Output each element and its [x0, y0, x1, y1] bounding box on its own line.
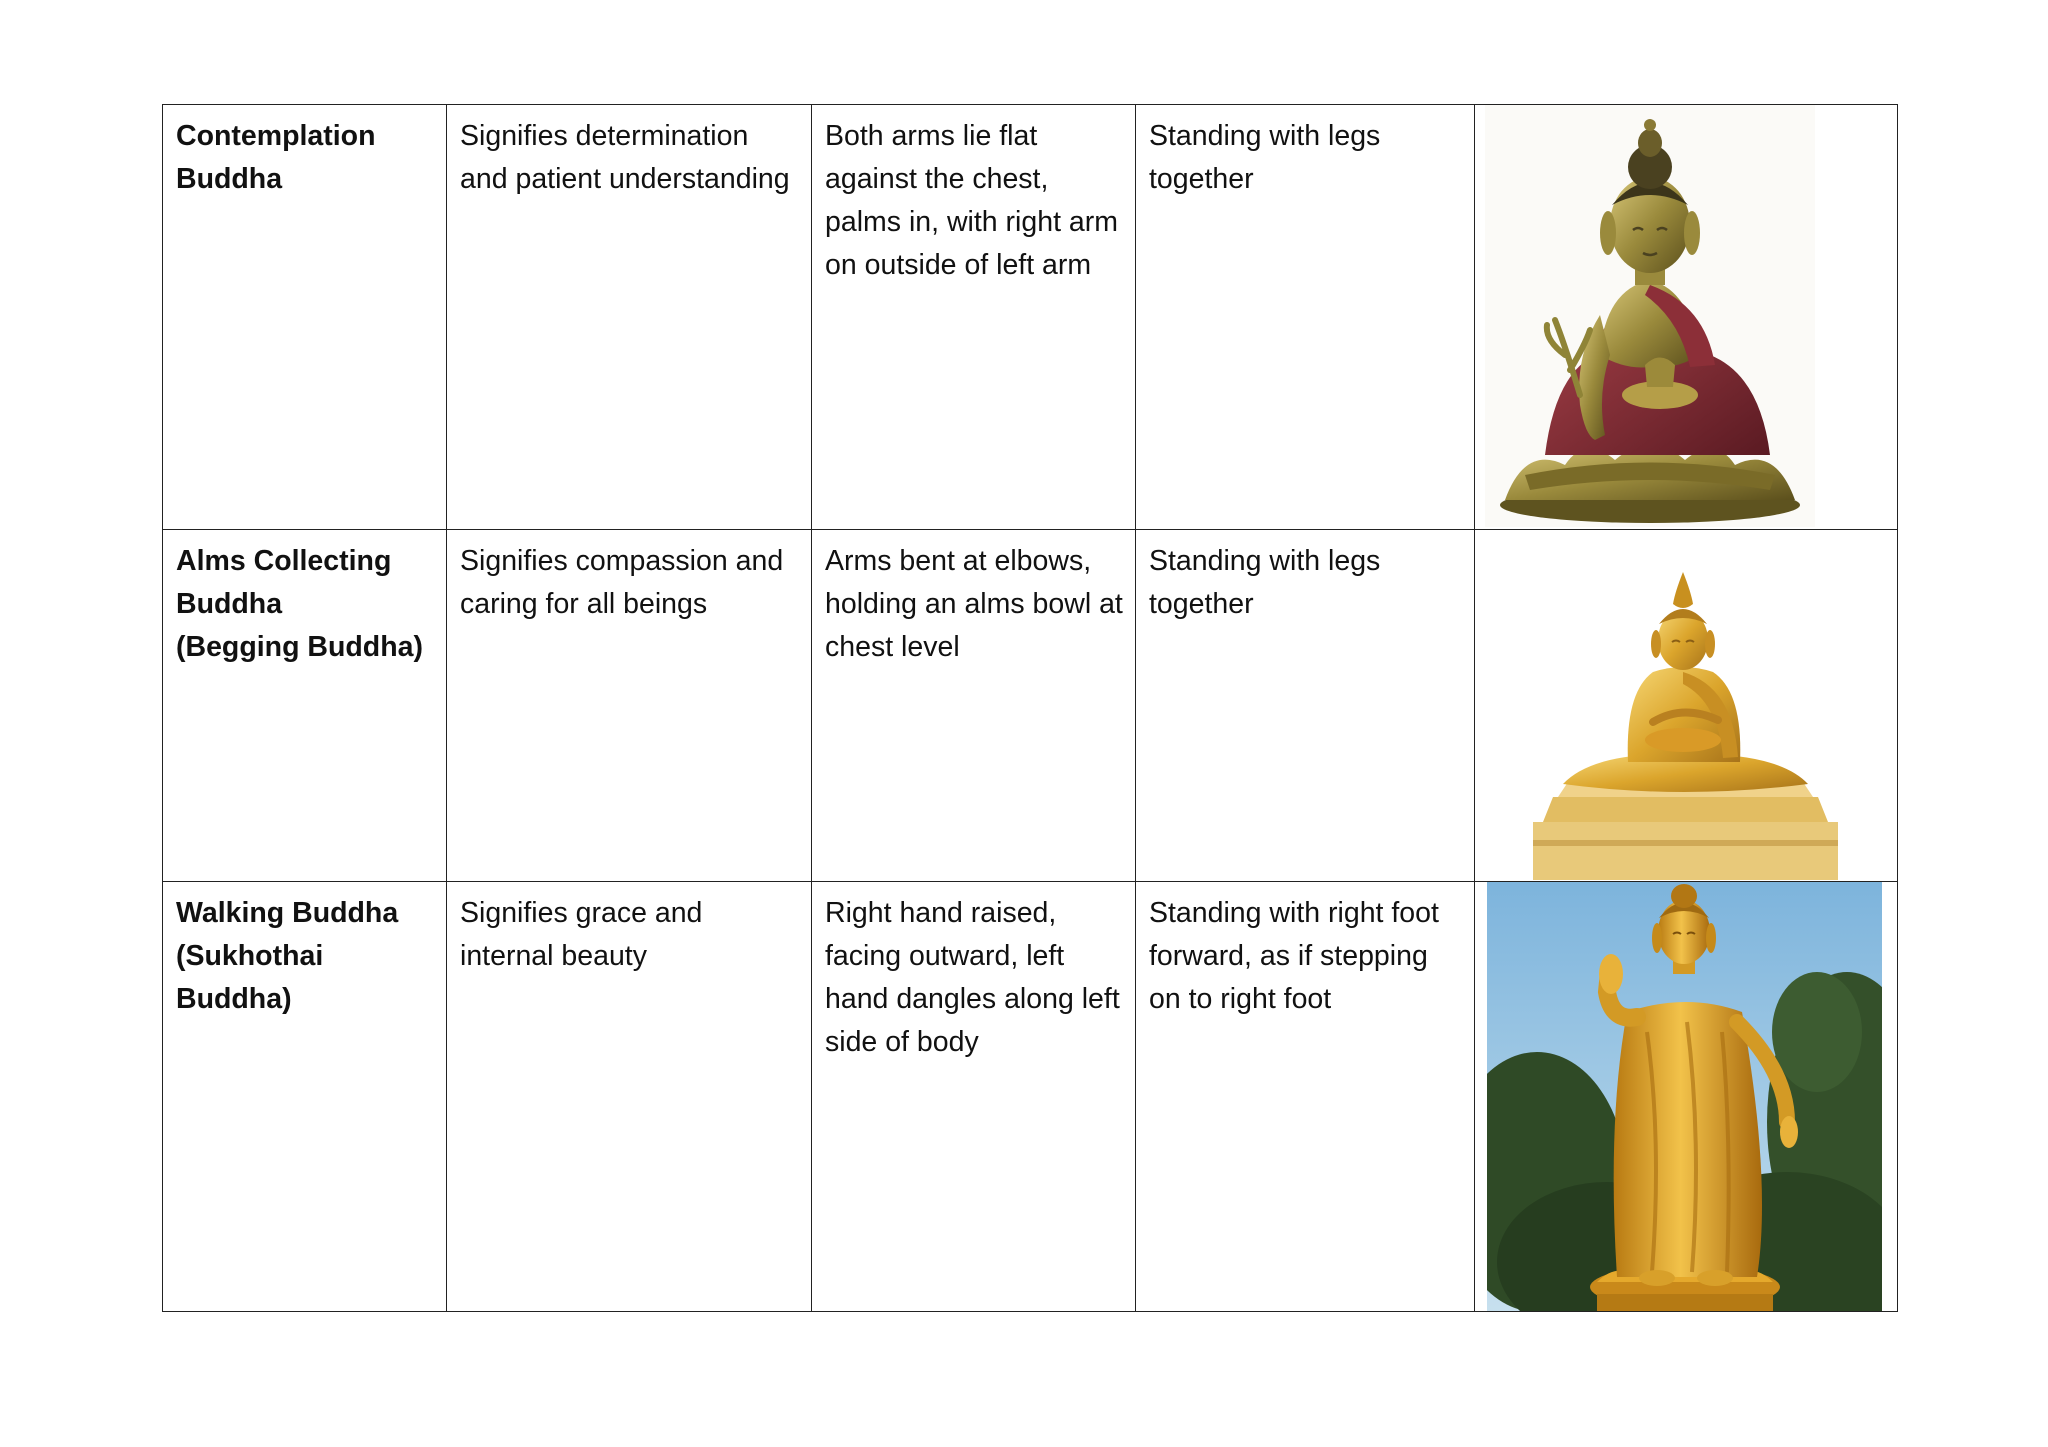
stance-line: Standing with legs [1149, 120, 1381, 152]
arms-cell [812, 882, 1136, 1312]
meaning-line: Signifies determination [460, 120, 749, 152]
statue-image-cell [1475, 882, 1898, 1312]
meaning-line: and patient understanding [460, 163, 790, 195]
arms-line: chest level [825, 631, 960, 663]
stance-line: on to right foot [1149, 983, 1332, 1015]
pose-name-cell [163, 105, 447, 530]
arms-line: hand dangles along left [825, 983, 1120, 1015]
meaning-cell [447, 530, 812, 882]
pose-name-line: (Begging Buddha) [176, 631, 423, 663]
meaning-line: Signifies grace and [460, 897, 703, 929]
standing-golden-buddha-statue-icon [1487, 882, 1882, 1312]
stance-line: forward, as if stepping [1149, 940, 1428, 972]
statue-image-cell [1475, 105, 1898, 530]
pose-name-line: Walking Buddha [176, 897, 399, 929]
arms-line: palms in, with right arm [825, 206, 1119, 238]
arms-line: holding an alms bowl at [825, 588, 1123, 620]
arms-line: Right hand raised, [825, 897, 1057, 929]
table-row [163, 530, 1898, 882]
meaning-line: Signifies compassion and [460, 545, 784, 577]
arms-line: Arms bent at elbows, [825, 545, 1092, 577]
pose-name-cell [163, 882, 447, 1312]
arms-cell [812, 105, 1136, 530]
arms-line: on outside of left arm [825, 249, 1092, 281]
arms-cell [812, 530, 1136, 882]
pose-name-line: (Sukhothai [176, 940, 324, 972]
pose-name-line: Contemplation [176, 120, 376, 152]
seated-golden-buddha-statue-icon [1533, 572, 1838, 880]
stance-line: together [1149, 588, 1254, 620]
pose-name-line: Buddha [176, 163, 283, 195]
seated-buddha-statue-red-robe-icon [1485, 105, 1815, 527]
table-row [163, 105, 1898, 530]
stance-line: Standing with right foot [1149, 897, 1439, 929]
pose-name-cell [163, 530, 447, 882]
statue-image-cell [1475, 530, 1898, 882]
arms-line: Both arms lie flat [825, 120, 1038, 152]
stance-line: Standing with legs [1149, 545, 1381, 577]
buddha-poses-table [162, 104, 1898, 1312]
arms-line: against the chest, [825, 163, 1049, 195]
meaning-cell [447, 882, 812, 1312]
pose-name-line: Buddha) [176, 983, 292, 1015]
stance-line: together [1149, 163, 1254, 195]
pose-name-line: Alms Collecting [176, 545, 392, 577]
stance-cell [1136, 105, 1475, 530]
stance-cell [1136, 882, 1475, 1312]
meaning-line: internal beauty [460, 940, 647, 972]
meaning-cell [447, 105, 812, 530]
table-row [163, 882, 1898, 1312]
meaning-line: caring for all beings [460, 588, 708, 620]
arms-line: facing outward, left [825, 940, 1065, 972]
arms-line: side of body [825, 1026, 979, 1058]
stance-cell [1136, 530, 1475, 882]
pose-name-line: Buddha [176, 588, 283, 620]
